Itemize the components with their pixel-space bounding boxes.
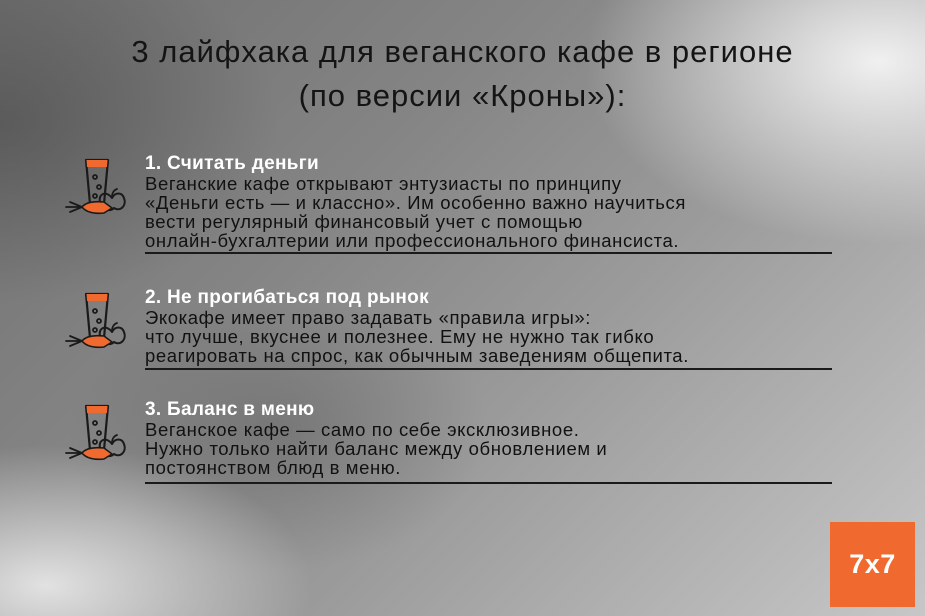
page-title-line-1: 3 лайфхака для веганского кафе в регионе	[131, 34, 794, 69]
vegan-glass-carrot-icon	[64, 154, 130, 216]
lifehack-line: Нужно только найти баланс между обновлением и	[145, 438, 608, 459]
7x7-logo	[830, 522, 915, 607]
divider-line	[145, 252, 832, 254]
divider-line	[145, 482, 832, 484]
page-title	[0, 30, 925, 118]
lifehack-text-2	[145, 288, 830, 365]
lifehack-line: Экокафе имеет право задавать «правила игры»:	[145, 307, 591, 328]
lifehack-line: вести регулярный финансовый учет с помощью	[145, 211, 583, 232]
vegan-glass-carrot-icon	[64, 288, 130, 350]
lifehack-text-3	[145, 400, 830, 477]
page-title-line-2: (по версии «Кроны»):	[298, 78, 627, 113]
divider-line	[145, 368, 832, 370]
lifehack-line: что лучше, вкуснее и полезнее. Ему не нужно так гибко	[145, 326, 655, 347]
lifehack-text-1	[145, 154, 830, 250]
lifehack-line: онлайн-бухгалтерии или профессионального финансиста.	[145, 230, 680, 251]
lifehack-title-1: 1. Считать деньги	[145, 153, 319, 174]
lifehack-line: Веганское кафе — само по себе эксклюзивное.	[145, 419, 580, 440]
lifehack-title-3: 3. Баланс в меню	[145, 399, 315, 420]
lifehack-line: реагировать на спрос, как обычным заведениям общепита.	[145, 345, 689, 366]
lifehack-line: «Деньги есть — и классно». Им особенно важно научиться	[145, 192, 687, 213]
lifehack-line: Веганские кафе открывают энтузиасты по принципу	[145, 173, 622, 194]
logo-text: 7x7	[849, 549, 896, 579]
vegan-glass-carrot-icon	[64, 400, 130, 462]
lifehack-line: постоянством блюд в меню.	[145, 457, 402, 478]
lifehack-title-2: 2. Не прогибаться под рынок	[145, 287, 429, 308]
